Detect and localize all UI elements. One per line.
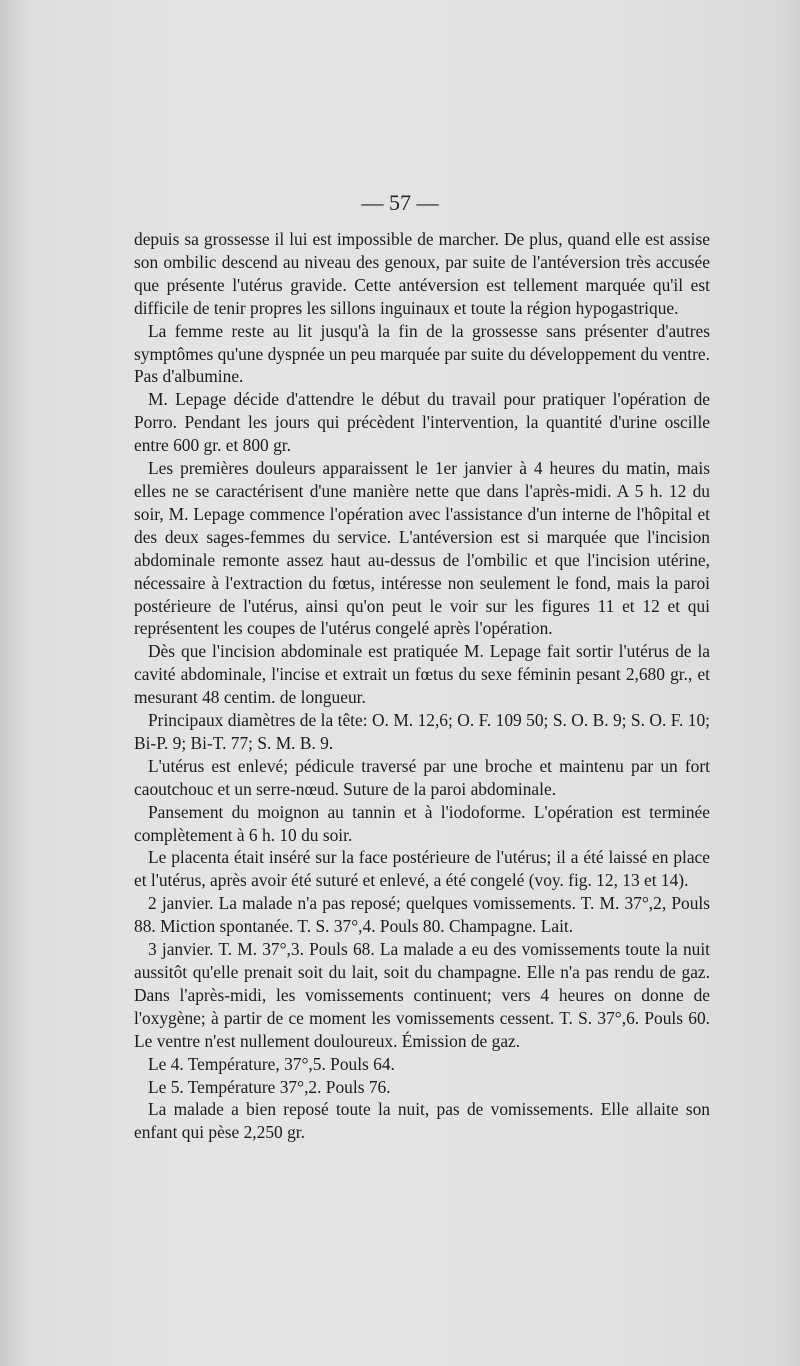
paragraph: 2 janvier. La malade n'a pas reposé; quelques vomissements. T. M. 37°,2, Pouls 88. Miction spontanée. T. S. 37°,4. Pouls 80. Champagne. Lait.	[134, 893, 710, 937]
paragraph: 3 janvier. T. M. 37°,3. Pouls 68. La malade a eu des vomissements toute la nuit aussitôt qu'elle prenait soit du lait, soit du champagne. Elle n'a pas rendu de gaz. Dans l'après-midi, les vomissements continuent; vers 4 heures on donne de l'oxygène; à partir de ce moment les vomissements cessent. T. S. 37°,6. Pouls 60. Le ventre n'est nullement douloureux. Émission de gaz.	[134, 939, 710, 1051]
paragraph: Les premières douleurs apparaissent le 1er janvier à 4 heures du matin, mais elles ne se caractérisent d'une manière nette que dans l'après-midi. A 5 h. 12 du soir, M. Lepage commence l'opération avec l'assistance d'un interne de l'hôpital et des deux sages-femmes du service. L'antéversion est si marquée que l'incision abdominale remonte assez haut au-dessus de l'ombilic et que l'incision utérine, nécessaire à l'extraction du fœtus, intéresse non seulement le fond, mais la paroi postérieure de l'utérus, ainsi qu'on peut le voir sur les figures 11 et 12 et qui représentent les coupes de l'utérus congelé après l'opération.	[134, 458, 710, 639]
paragraph: La femme reste au lit jusqu'à la fin de la grossesse sans présenter d'autres symptômes qu'une dyspnée un peu marquée par suite du développement du ventre. Pas d'albumine.	[134, 320, 710, 387]
paragraph: Dès que l'incision abdominale est pratiquée M. Lepage fait sortir l'utérus de la cavité abdominale, l'incise et extrait un fœtus du sexe féminin pesant 2,680 gr., et mesurant 48 centim. de longueur.	[134, 641, 710, 708]
paragraph: depuis sa grossesse il lui est impossible de marcher. De plus, quand elle est assise son ombilic descend au niveau des genoux, par suite de l'antéversion très accusée que présente l'utérus gravide. Cette antéversion est tellement marquée qu'il est difficile de tenir propres les sillons inguinaux et toute la région hypogastrique.	[134, 229, 710, 318]
paragraph: Le 5. Température 37°,2. Pouls 76.	[148, 1076, 391, 1097]
paragraph: Le 4. Température, 37°,5. Pouls 64.	[148, 1053, 395, 1074]
paragraph: Le placenta était inséré sur la face postérieure de l'utérus; il a été laissé en place et l'utérus, après avoir été suturé et enlevé, a été congelé (voy. fig. 12, 13 et 14).	[134, 847, 710, 891]
body-text	[134, 228, 710, 1144]
paragraph: L'utérus est enlevé; pédicule traversé par une broche et maintenu par un fort caoutchouc et un serre-nœud. Suture de la paroi abdominale.	[134, 755, 710, 799]
paragraph: Principaux diamètres de la tête: O. M. 12,6; O. F. 109 50; S. O. B. 9; S. O. F. 10; Bi-P. 9; Bi-T. 77; S. M. B. 9.	[134, 710, 710, 753]
paragraph: M. Lepage décide d'attendre le début du travail pour pratiquer l'opération de Porro. Pendant les jours qui précèdent l'intervention, la quantité d'urine oscille entre 600 gr. et 800 gr.	[134, 389, 710, 456]
paragraph: La malade a bien reposé toute la nuit, pas de vomissements. Elle allaite son enfant qui pèse 2,250 gr.	[134, 1099, 710, 1143]
page-number: — 57 —	[361, 190, 439, 215]
paragraph: Pansement du moignon au tannin et à l'iodoforme. L'opération est terminée complètement à 6 h. 10 du soir.	[134, 801, 710, 845]
